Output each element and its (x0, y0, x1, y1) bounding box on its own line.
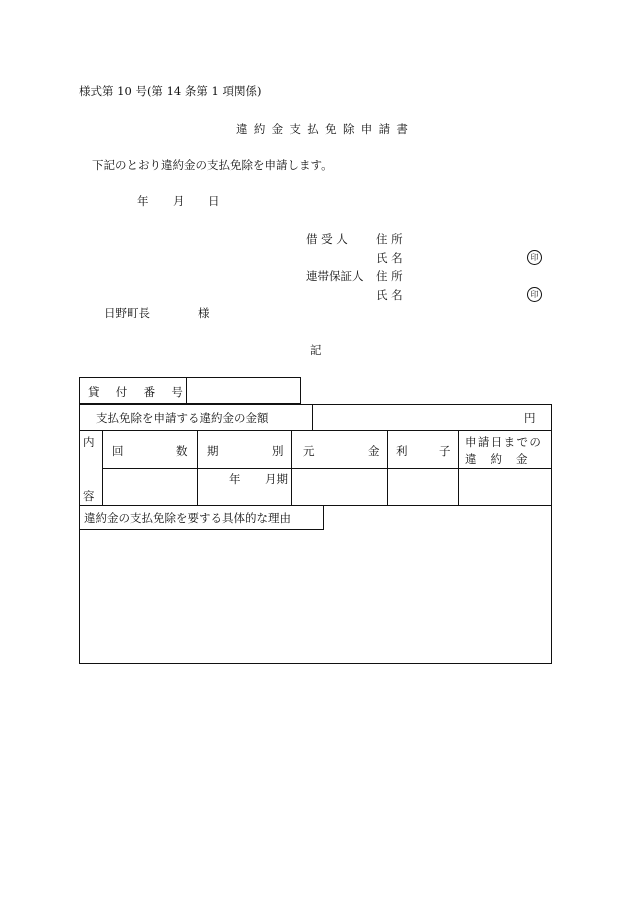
guarantor-seal-mark: 印 (527, 287, 542, 302)
amount-label: 支払免除を申請する違約金の金額 (96, 411, 269, 425)
content-label-top: 内 (83, 435, 95, 449)
header-row-divider (102, 468, 552, 469)
date-month: 月 (173, 194, 185, 208)
date-year: 年 (137, 194, 149, 208)
borrower-name-label: 氏 名 (376, 251, 403, 265)
reason-label: 違約金の支払免除を要する具体的な理由 (84, 511, 291, 525)
col-rishi-header-1: 利 (396, 444, 408, 458)
col-penalty-header-2: 違 約 金 (465, 452, 533, 466)
period-term-label: 月期 (265, 472, 288, 486)
document-title: 違約金支払免除申請書 (236, 122, 415, 136)
col-kaisu-header-1: 回 (112, 444, 124, 458)
borrower-address-label: 住 所 (376, 232, 403, 246)
loan-number-value (190, 384, 296, 400)
col-rishi-header-2: 子 (439, 444, 451, 458)
form-label: 様式第 10 号(第 14 条第 1 項関係) (79, 84, 262, 98)
guarantor-name-label: 氏 名 (376, 288, 403, 302)
col-penalty-header-1: 申請日までの (465, 435, 543, 449)
col-gankin-header-1: 元 (303, 444, 315, 458)
addressee-honorific: 様 (198, 306, 210, 320)
addressee-name: 日野町長 (104, 306, 150, 320)
col-kaisu-header-2: 数 (176, 444, 188, 458)
borrower-seal-mark: 印 (527, 250, 542, 265)
row-divider-1 (79, 430, 552, 431)
loan-number-label: 貸 付 番 号 (88, 385, 190, 399)
ki-heading: 記 (310, 343, 322, 357)
col-gankin-header-2: 金 (368, 444, 380, 458)
col-kibetsu-header-2: 別 (272, 444, 284, 458)
amount-unit: 円 (524, 411, 536, 425)
guarantor-address-label: 住 所 (376, 269, 403, 283)
intro-text: 下記のとおり違約金の支払免除を申請します。 (92, 158, 333, 172)
borrower-label: 借 受 人 (306, 232, 348, 246)
amount-divider (312, 404, 313, 431)
date-day: 日 (208, 194, 220, 208)
guarantor-label: 連帯保証人 (306, 269, 364, 283)
content-label-bottom: 容 (83, 489, 95, 503)
reason-field (84, 534, 546, 660)
period-year-label: 年 (229, 472, 241, 486)
col-kibetsu-header-1: 期 (207, 444, 219, 458)
